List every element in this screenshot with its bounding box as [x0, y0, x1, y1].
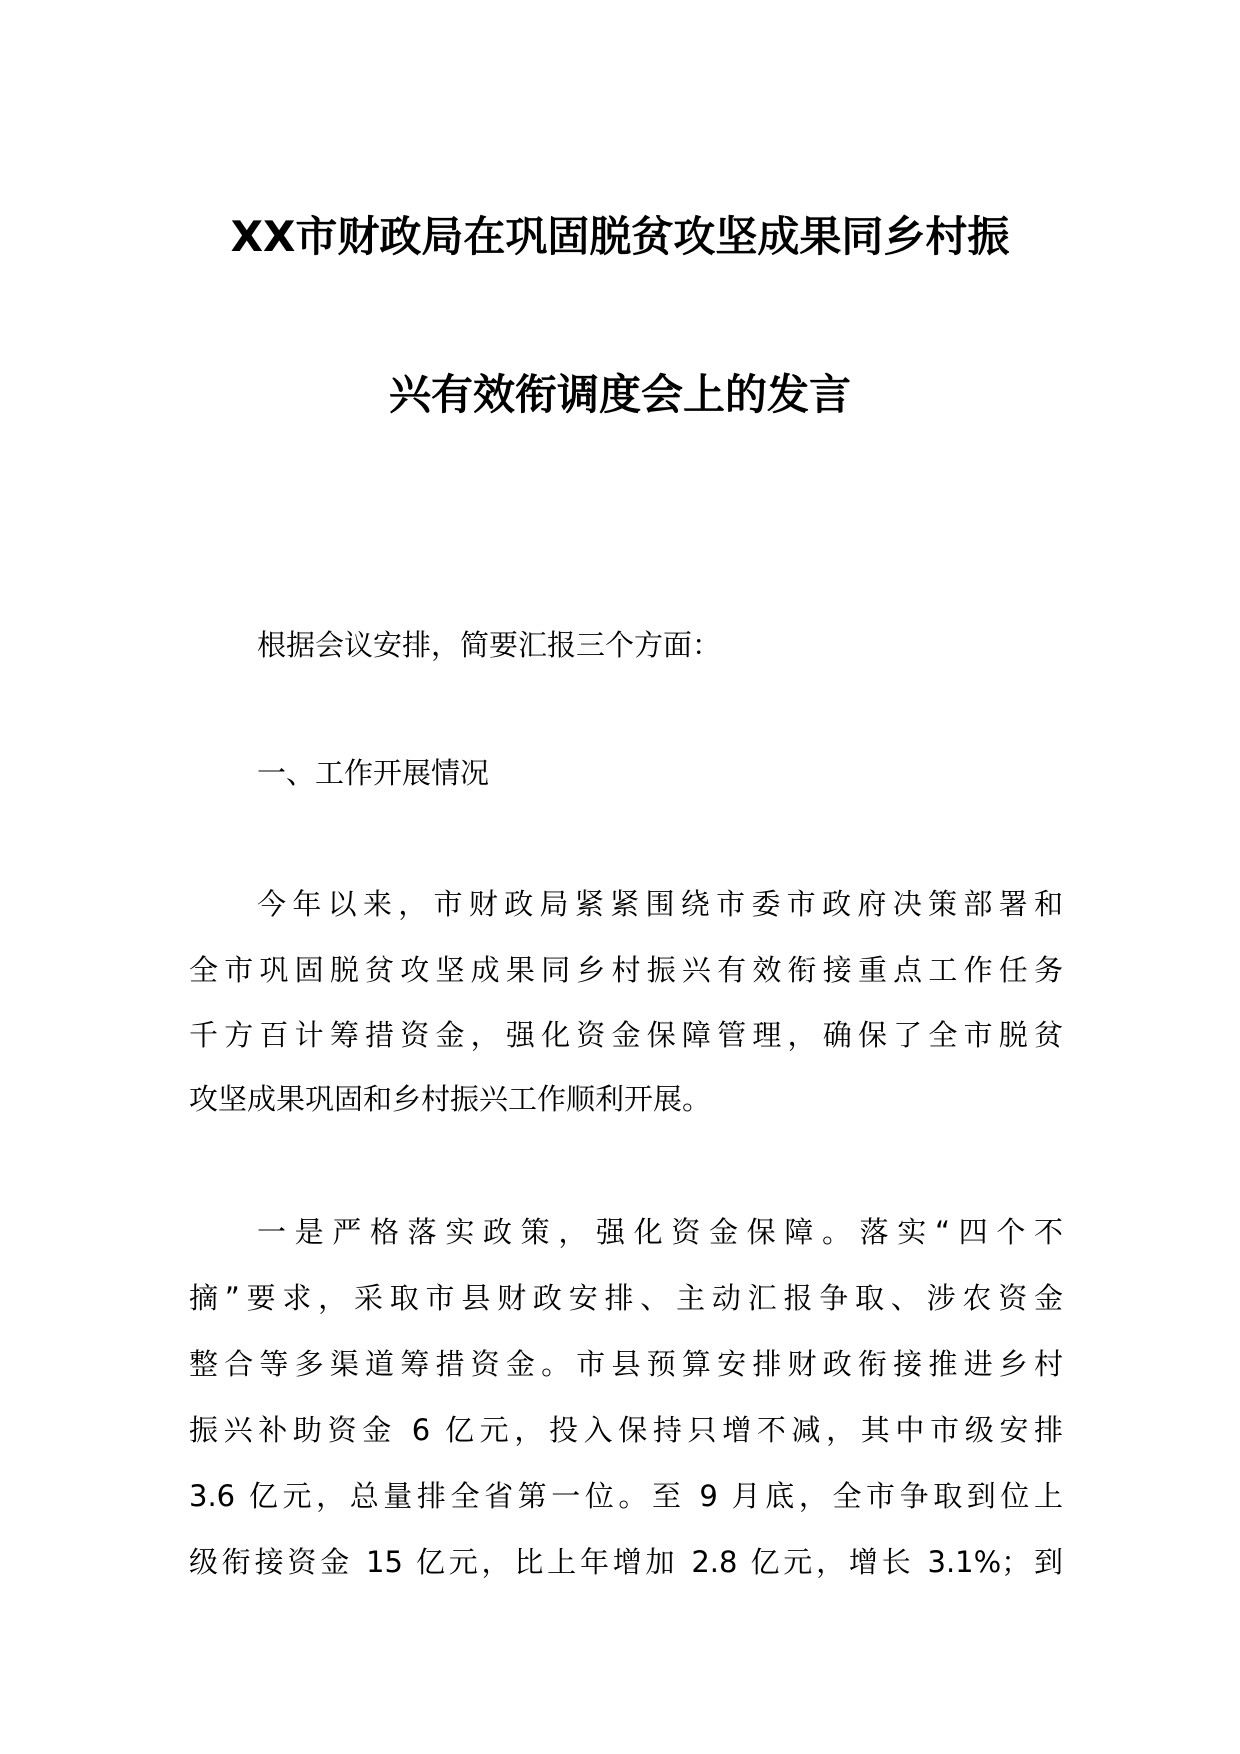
paragraph-line: 攻坚成果巩固和乡村振兴工作顺利开展。: [189, 1082, 712, 1116]
paragraph-line: 一是严格落实政策，强化资金保障。落实“四个不: [257, 1215, 1063, 1249]
paragraph-line: 全市巩固脱贫攻坚成果同乡村振兴有效衔接重点工作任务: [189, 953, 1063, 987]
section-heading: 一、工作开展情况: [257, 756, 490, 790]
paragraph-line: 级衔接资金 15 亿元，比上年增加 2.8 亿元，增长 3.1%；到: [189, 1545, 1063, 1579]
title-line-1: XX市财政局在巩固脱贫攻坚成果同乡村振: [230, 212, 1010, 261]
paragraph-line: 千方百计筹措资金，强化资金保障管理，确保了全市脱贫: [189, 1018, 1063, 1052]
intro-text: 根据会议安排，简要汇报三个方面：: [257, 628, 722, 662]
title-line-2: 兴有效衔调度会上的发言: [388, 370, 851, 419]
paragraph-line: 3.6 亿元，总量排全省第一位。至 9 月底，全市争取到位上: [189, 1479, 1063, 1513]
paragraph-line: 整合等多渠道筹措资金。市县预算安排财政衔接推进乡村: [189, 1347, 1063, 1381]
paragraph-line: 摘”要求，采取市县财政安排、主动汇报争取、涉农资金: [189, 1281, 1063, 1315]
paragraph-line: 今年以来，市财政局紧紧围绕市委市政府决策部署和: [257, 887, 1063, 921]
paragraph-line: 振兴补助资金 6 亿元，投入保持只增不减，其中市级安排: [189, 1413, 1063, 1447]
